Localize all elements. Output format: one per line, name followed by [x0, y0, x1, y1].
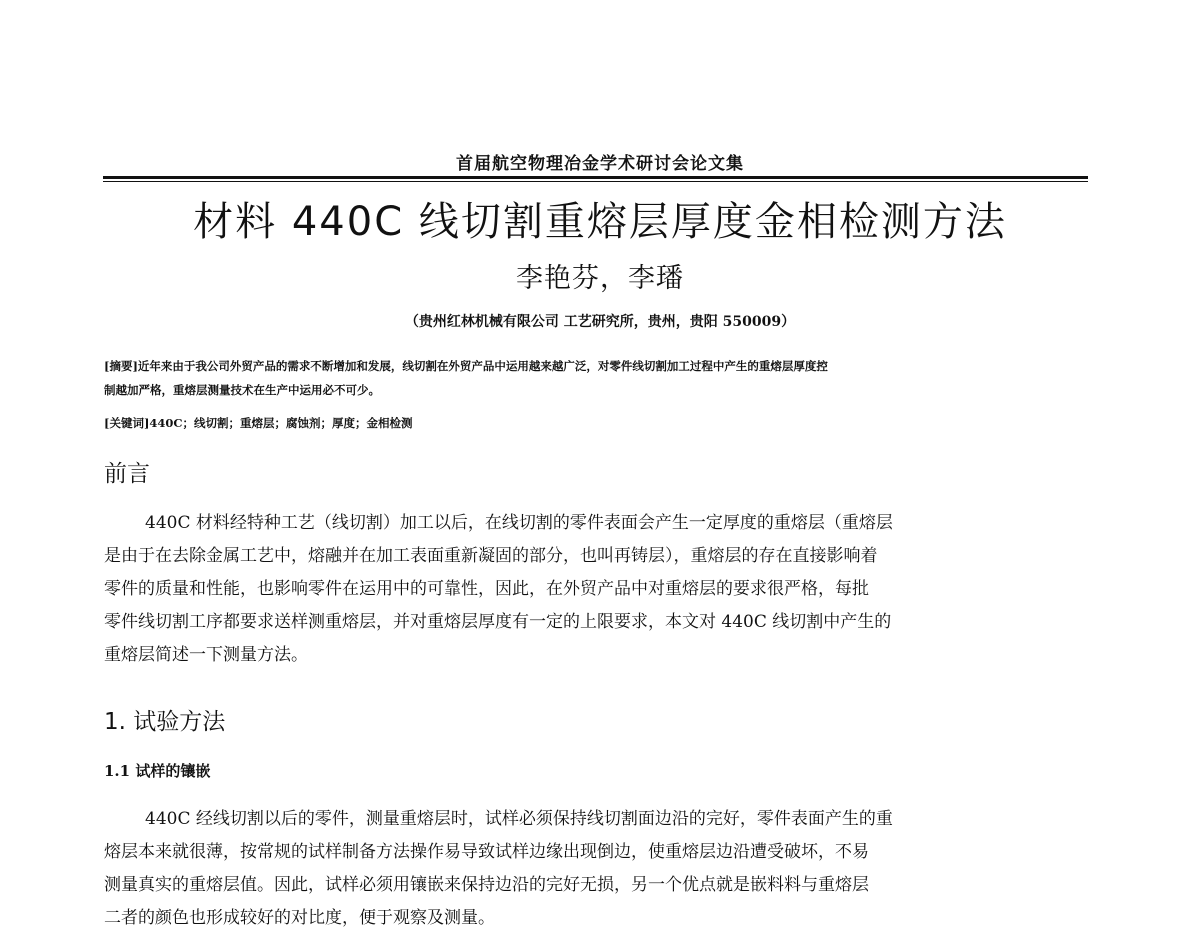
paragraph-line: 重熔层简述一下测量方法。	[104, 645, 308, 665]
abstract-line: [摘要]近年来由于我公司外贸产品的需求不断增加和发展，线切割在外贸产品中运用越来越广泛，对零件线切割加工过程中产生的重熔层厚度控	[104, 359, 828, 373]
paragraph-line: 440C 经线切割以后的零件，测量重熔层时，试样必须保持线切割面边沿的完好，零件表面产生的重	[145, 809, 893, 829]
paragraph-line: 熔层本来就很薄，按常规的试样制备方法操作易导致试样边缘出现倒边，使重熔层边沿遭受破坏，不易	[104, 842, 869, 862]
paragraph-line: 零件的质量和性能，也影响零件在运用中的可靠性，因此，在外贸产品中对重熔层的要求很严格，每批	[104, 579, 869, 599]
paper-affiliation: （贵州红林机械有限公司 工艺研究所，贵州，贵阳 550009）	[404, 314, 796, 330]
abstract-line: 制越加严格，重熔层测量技术在生产中运用必不可少。	[104, 383, 380, 397]
paragraph-line: 是由于在去除金属工艺中，熔融并在加工表面重新凝固的部分，也叫再铸层），重熔层的存在直接影响着	[104, 546, 878, 566]
paper-authors: 李艳芬，李璠	[516, 263, 684, 294]
subsection-heading-1-1: 1.1 试样的镶嵌	[104, 762, 211, 780]
paragraph-line: 测量真实的重熔层值。因此，试样必须用镶嵌来保持边沿的完好无损，另一个优点就是嵌料料与重熔层	[104, 875, 869, 895]
paragraph-line: 二者的颜色也形成较好的对比度，便于观察及测量。	[104, 908, 495, 928]
header-rule-thin	[103, 181, 1088, 182]
paragraph-line: 零件线切割工序都要求送样测重熔层，并对重熔层厚度有一定的上限要求，本文对 440C 线切割中产生的	[104, 612, 892, 632]
header-rule-thick	[103, 176, 1088, 179]
paragraph-line: 440C 材料经特种工艺（线切割）加工以后，在线切割的零件表面会产生一定厚度的重熔层（重熔层	[145, 513, 893, 533]
section-heading-preface: 前言	[104, 461, 150, 487]
mounting-paragraph	[104, 803, 1088, 935]
abstract	[104, 354, 1089, 402]
running-header: 首届航空物理冶金学术研讨会论文集	[456, 154, 744, 174]
section-heading-1: 1. 试验方法	[104, 709, 226, 735]
preface-paragraph	[104, 507, 1088, 672]
keywords: [关键词]440C；线切割；重熔层；腐蚀剂；厚度；金相检测	[104, 416, 413, 430]
paper-title: 材料 440C 线切割重熔层厚度金相检测方法	[193, 199, 1007, 245]
